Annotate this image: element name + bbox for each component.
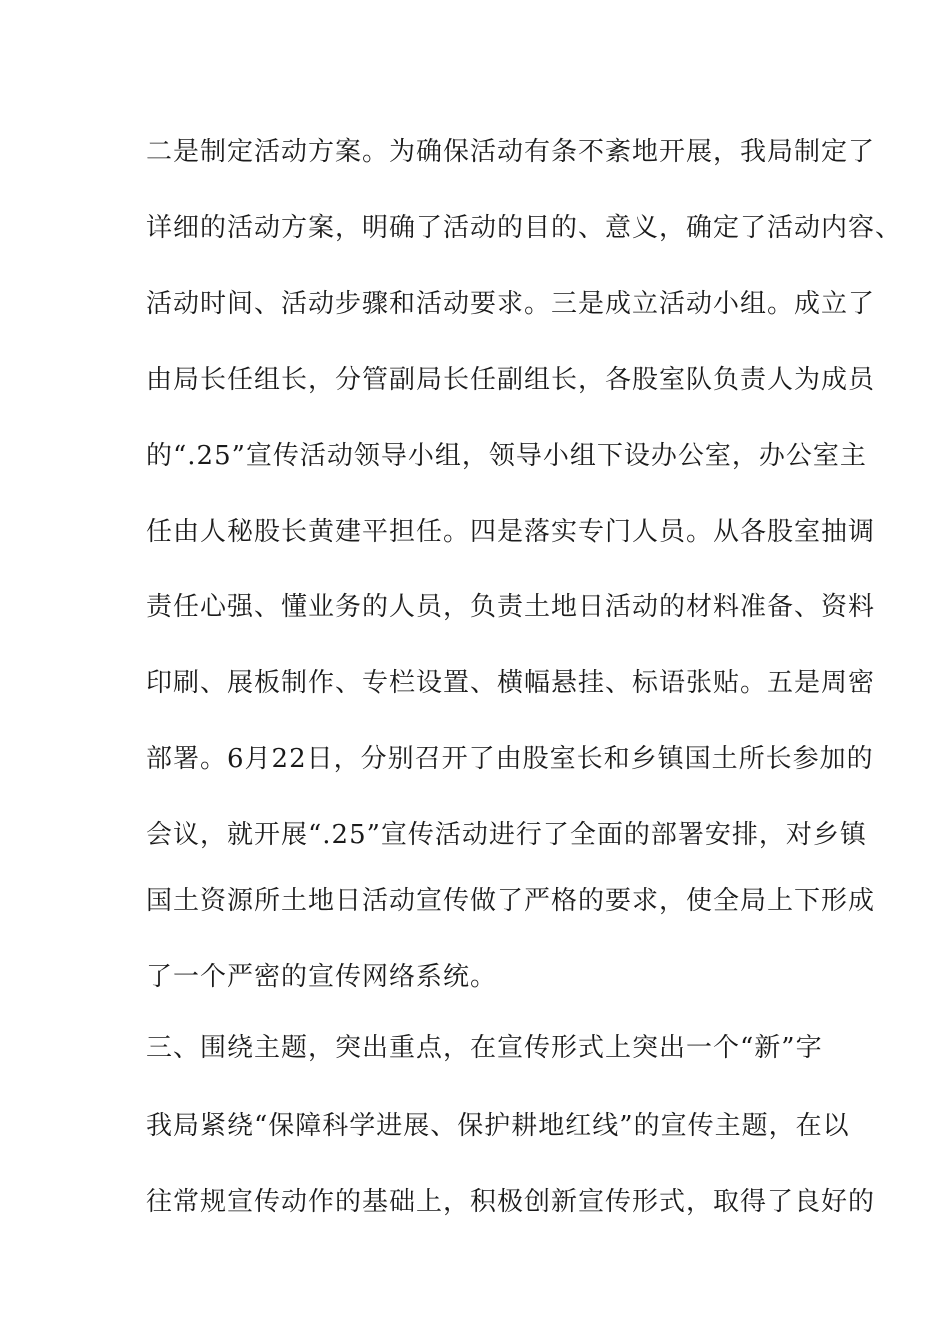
paragraph-line: 会议，就开展“.25”宣传活动进行了全面的部署安排，对乡镇	[146, 820, 867, 850]
paragraph-line: 部署。6月22日，分别召开了由股室长和乡镇国土所长参加的	[146, 744, 874, 774]
paragraph-line: 印刷、展板制作、专栏设置、横幅悬挂、标语张贴。五是周密	[146, 668, 876, 698]
paragraph-line: 详细的活动方案，明确了活动的目的、意义，确定了活动内容、	[146, 213, 903, 243]
paragraph-line: 二是制定活动方案。为确保活动有条不紊地开展，我局制定了	[146, 137, 876, 167]
paragraph-line: 国土资源所土地日活动宣传做了严格的要求，使全局上下形成	[146, 886, 876, 916]
paragraph-line: 的“.25”宣传活动领导小组，领导小组下设办公室，办公室主	[146, 441, 867, 471]
paragraph-line: 由局长任组长，分管副局长任副组长，各股室队负责人为成员	[146, 365, 876, 395]
paragraph-line: 任由人秘股长黄建平担任。四是落实专门人员。从各股室抽调	[146, 517, 876, 547]
paragraph-line: 了一个严密的宣传网络系统。	[146, 962, 498, 992]
paragraph-line: 我局紧绕“保障科学进展、保护耕地红线”的宣传主题，在以	[146, 1111, 850, 1141]
paragraph-line: 活动时间、活动步骤和活动要求。三是成立活动小组。成立了	[146, 289, 876, 319]
section-heading: 三、围绕主题，突出重点，在宣传形式上突出一个“新”字	[146, 1033, 823, 1063]
paragraph-line: 往常规宣传动作的基础上，积极创新宣传形式，取得了良好的	[146, 1187, 876, 1217]
paragraph-line: 责任心强、懂业务的人员，负责土地日活动的材料准备、资料	[146, 592, 876, 622]
